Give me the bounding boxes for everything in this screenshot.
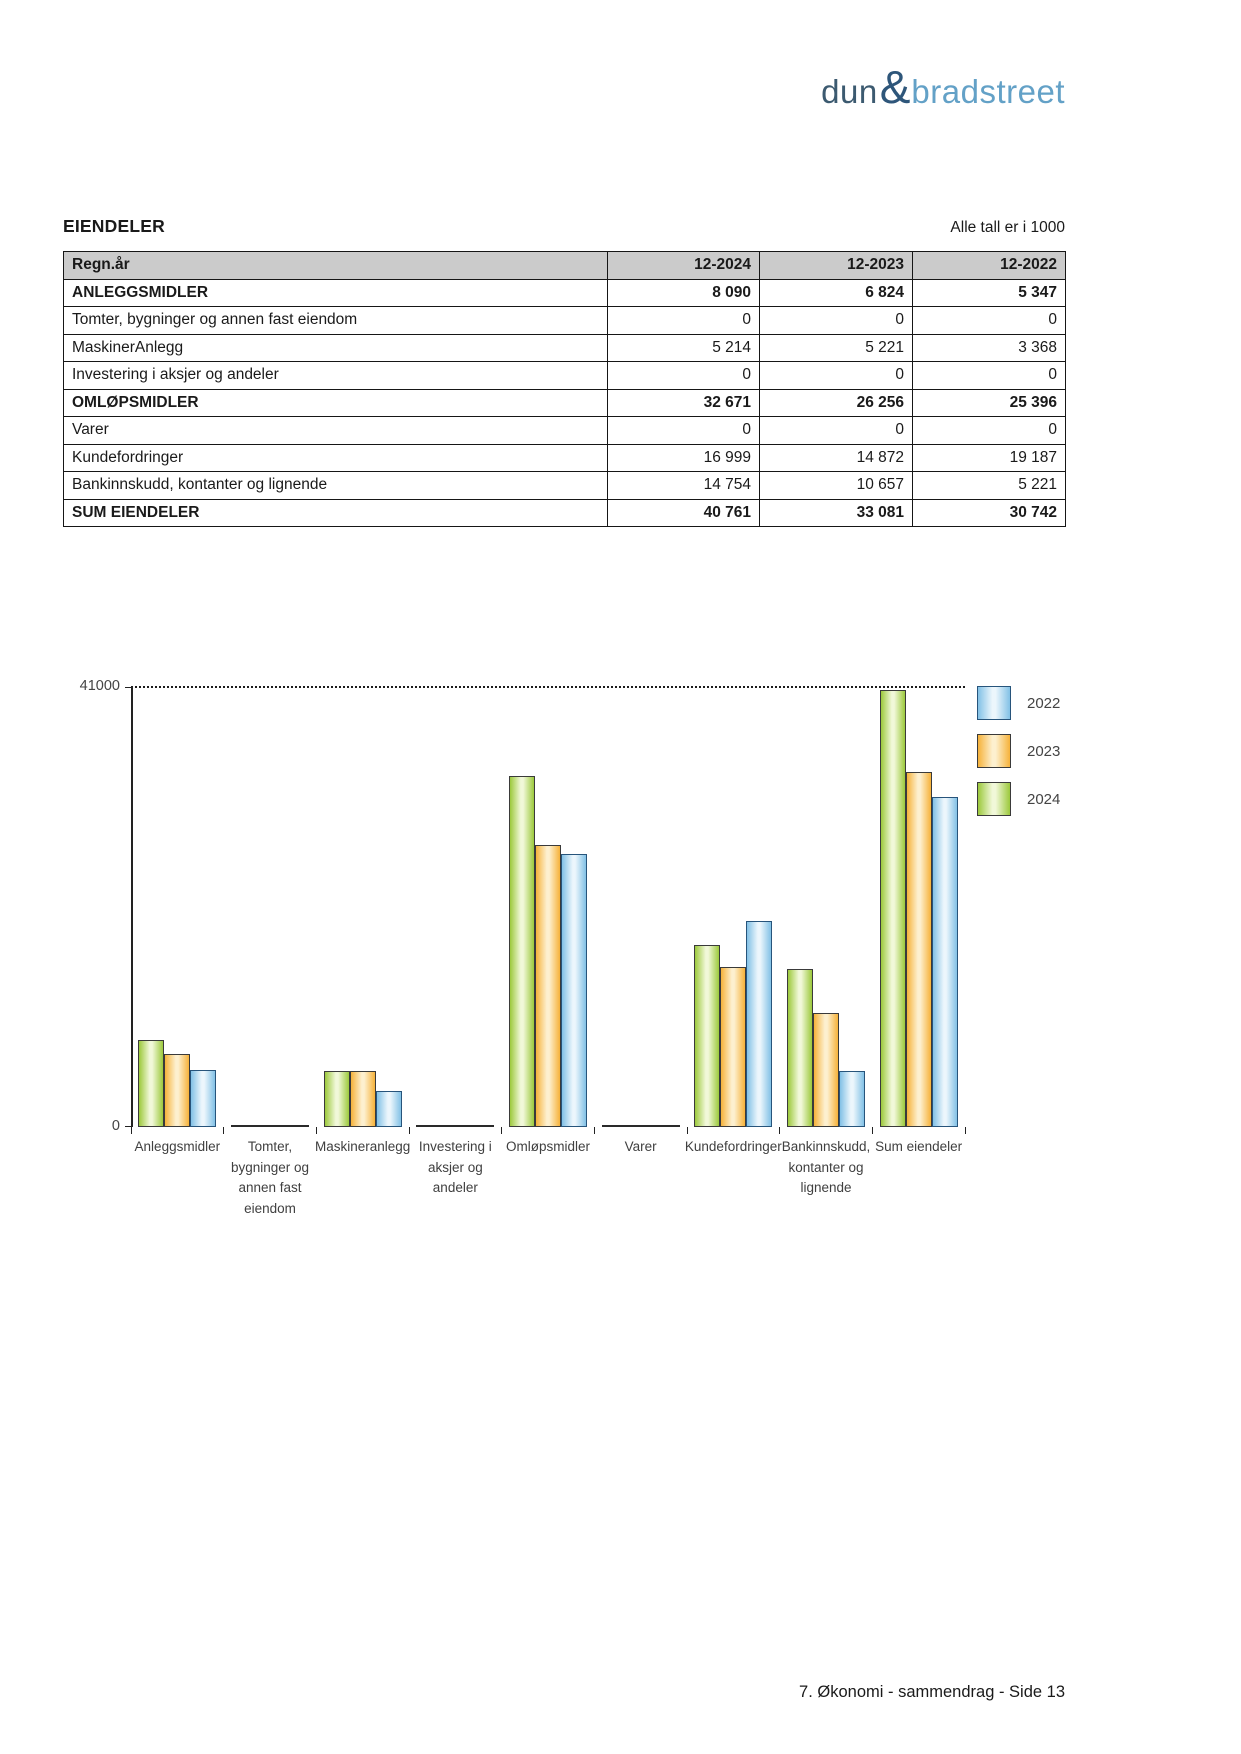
bar-2023-0 <box>164 1054 190 1127</box>
table-row <box>64 472 1066 500</box>
bar-2024-6 <box>694 945 720 1127</box>
x-label-line: Varer <box>624 1139 657 1154</box>
table-cell-value-0: 14 754 <box>608 472 760 500</box>
table-cell-value-1: 14 872 <box>760 444 913 472</box>
bar-2022-2 <box>376 1091 402 1127</box>
table-row <box>64 334 1066 362</box>
page-title: EIENDELER <box>63 216 165 236</box>
bar-2023-8 <box>906 772 932 1127</box>
bar-2024-8 <box>880 690 906 1127</box>
zero-bars-segment <box>231 1125 309 1127</box>
assets-table-body <box>64 279 1066 527</box>
x-category-label <box>844 1137 994 1158</box>
x-axis-tick <box>965 1127 966 1134</box>
x-label-line: kontanter og <box>788 1159 864 1175</box>
x-label-line: annen fast <box>238 1180 302 1195</box>
table-cell-value-2: 5 221 <box>913 472 1066 500</box>
table-row <box>64 279 1066 307</box>
page-footer: 7. Økonomi - sammendrag - Side 13 <box>799 1683 1065 1701</box>
table-cell-value-2: 3 368 <box>913 334 1066 362</box>
table-row <box>64 499 1066 527</box>
table-cell-value-2: 30 742 <box>913 499 1066 527</box>
bar-2022-0 <box>190 1070 216 1127</box>
x-label-line: Omløpsmidler <box>505 1139 590 1154</box>
y-axis-label-top: 41000 <box>79 678 120 694</box>
logo-dun-text: dun <box>821 72 878 110</box>
table-cell-value-0: 5 214 <box>608 334 760 362</box>
x-label-line: Bankinnskudd, <box>781 1139 871 1154</box>
table-cell-value-0: 32 671 <box>608 389 760 417</box>
bar-2024-7 <box>787 969 813 1127</box>
bar-2023-7 <box>813 1013 839 1127</box>
x-label-line: Sum eiendeler <box>875 1139 963 1154</box>
x-label-line: andeler <box>432 1180 478 1195</box>
section-title-row <box>63 216 1065 237</box>
table-cell-label: OMLØPSMIDLER <box>64 389 608 417</box>
x-axis-tick <box>223 1127 224 1134</box>
x-label-line: eiendom <box>244 1200 296 1216</box>
x-axis-tick <box>872 1127 873 1134</box>
x-axis-tick <box>409 1127 410 1134</box>
table-cell-value-1: 26 256 <box>760 389 913 417</box>
table-row <box>64 362 1066 390</box>
table-cell-label: MaskinerAnlegg <box>64 334 608 362</box>
x-label-line: Tomter, <box>247 1139 293 1154</box>
table-cell-label: Varer <box>64 417 608 445</box>
table-cell-value-1: 6 824 <box>760 279 913 307</box>
x-axis-tick <box>501 1127 502 1134</box>
x-axis-tick <box>687 1127 688 1134</box>
table-cell-value-2: 0 <box>913 362 1066 390</box>
table-cell-label: ANLEGGSMIDLER <box>64 279 608 307</box>
bar-2024-4 <box>509 776 535 1127</box>
table-row <box>64 307 1066 335</box>
table-cell-value-0: 0 <box>608 362 760 390</box>
table-cell-value-1: 0 <box>760 362 913 390</box>
x-label-line: Anleggsmidler <box>134 1139 221 1154</box>
table-header-row <box>64 252 1066 280</box>
bar-2022-7 <box>839 1071 865 1127</box>
table-cell-value-0: 0 <box>608 417 760 445</box>
top-gridline <box>131 686 965 688</box>
table-cell-label: Kundefordringer <box>64 444 608 472</box>
table-row <box>64 417 1066 445</box>
legend-label-2023: 2023 <box>1027 743 1061 760</box>
table-header-year-0: 12-2024 <box>608 252 760 280</box>
table-cell-value-1: 10 657 <box>760 472 913 500</box>
bar-2023-4 <box>535 845 561 1127</box>
legend-swatch-2022 <box>977 686 1011 720</box>
table-row <box>64 389 1066 417</box>
table-cell-value-1: 5 221 <box>760 334 913 362</box>
x-label-line: Kundefordringer <box>684 1139 782 1154</box>
table-row <box>64 444 1066 472</box>
dnb-logo <box>821 61 1065 114</box>
bar-2022-4 <box>561 854 587 1127</box>
table-cell-value-0: 16 999 <box>608 444 760 472</box>
x-axis-tick <box>316 1127 317 1134</box>
x-axis-tick <box>594 1127 595 1134</box>
legend-swatch-2023 <box>977 734 1011 768</box>
table-header-year-2: 12-2022 <box>913 252 1066 280</box>
x-label-line: bygninger og <box>230 1159 310 1175</box>
assets-table <box>63 251 1066 527</box>
assets-chart <box>75 600 1235 1260</box>
x-axis-tick <box>131 1127 132 1134</box>
legend-label-2022: 2022 <box>1027 695 1061 712</box>
table-cell-label: SUM EIENDELER <box>64 499 608 527</box>
table-cell-value-1: 0 <box>760 417 913 445</box>
y-tick-top <box>125 687 131 688</box>
table-cell-label: Bankinnskudd, kontanter og lignende <box>64 472 608 500</box>
table-cell-label: Investering i aksjer og andeler <box>64 362 608 390</box>
table-cell-value-2: 0 <box>913 417 1066 445</box>
table-cell-label: Tomter, bygninger og annen fast eiendom <box>64 307 608 335</box>
units-note: Alle tall er i 1000 <box>950 219 1065 236</box>
x-label-line: aksjer og <box>427 1159 483 1175</box>
table-cell-value-2: 5 347 <box>913 279 1066 307</box>
bar-2024-0 <box>138 1040 164 1127</box>
table-cell-value-0: 40 761 <box>608 499 760 527</box>
legend-swatch-2024 <box>977 782 1011 816</box>
table-cell-value-0: 0 <box>608 307 760 335</box>
x-label-line: Investering i <box>418 1139 492 1154</box>
x-label-line: lignende <box>800 1180 852 1195</box>
zero-bars-segment <box>416 1125 494 1127</box>
zero-bars-segment <box>602 1125 680 1127</box>
table-cell-value-1: 33 081 <box>760 499 913 527</box>
bar-2023-2 <box>350 1071 376 1127</box>
ampersand-icon: & <box>879 61 911 113</box>
x-label-line: Maskineranlegg <box>315 1139 411 1154</box>
table-header-year-1: 12-2023 <box>760 252 913 280</box>
table-cell-value-2: 19 187 <box>913 444 1066 472</box>
assets-table-head <box>64 252 1066 280</box>
y-axis <box>131 687 133 1127</box>
table-cell-value-2: 0 <box>913 307 1066 335</box>
table-cell-value-0: 8 090 <box>608 279 760 307</box>
x-axis-tick <box>779 1127 780 1134</box>
table-header-regnar: Regn.år <box>64 252 608 280</box>
y-axis-label-zero: 0 <box>111 1118 120 1134</box>
bar-2022-6 <box>746 921 772 1127</box>
logo-bradstreet-text: bradstreet <box>911 72 1065 110</box>
bar-2023-6 <box>720 967 746 1127</box>
legend-label-2024: 2024 <box>1027 791 1061 808</box>
table-cell-value-1: 0 <box>760 307 913 335</box>
bar-2022-8 <box>932 797 958 1127</box>
table-cell-value-2: 25 396 <box>913 389 1066 417</box>
bar-2024-2 <box>324 1071 350 1127</box>
